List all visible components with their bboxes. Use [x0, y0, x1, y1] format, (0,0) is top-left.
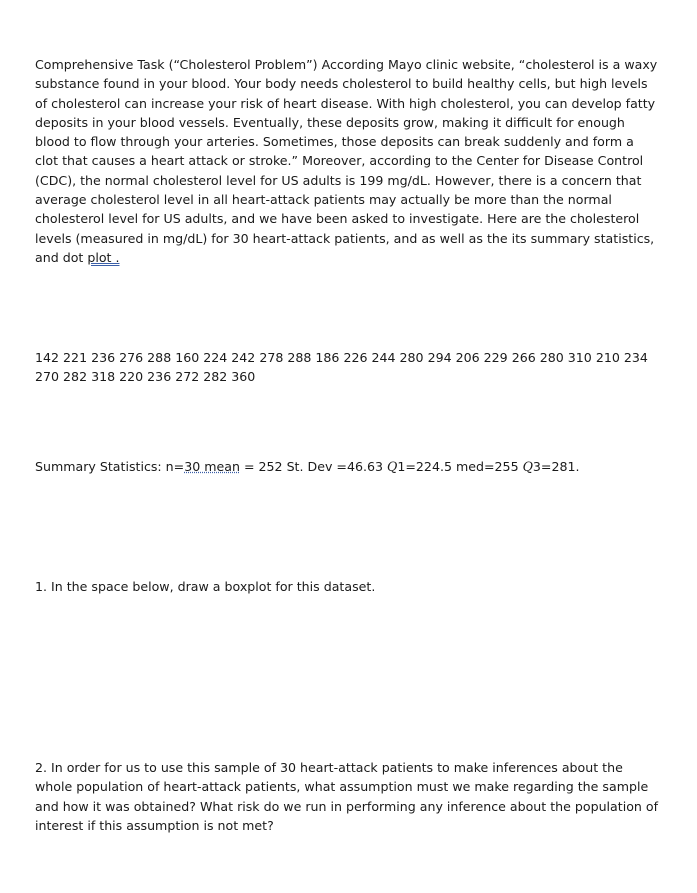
- q1-symbol: Q: [387, 459, 398, 474]
- summary-statistics: [35, 457, 660, 476]
- plot-word: plot .: [87, 249, 120, 265]
- cholesterol-data-values: 142 221 236 276 288 160 224 242 278 288 186 226 244 280 294 206 229 266 280 310 210 234 270 282 318 220 236 272 282 360: [35, 350, 648, 385]
- q3-symbol: Q: [522, 459, 533, 474]
- question-2: 2. In order for us to use this sample of 30 heart-attack patients to make inferences about the whole population of heart-attack patients, what assumption must we make regarding the sample and how it was obtained? What risk do we run in performing any inference about the population of interest if this assumption is not met?: [35, 760, 659, 833]
- summary-prefix: Summary Statistics: n=: [35, 459, 185, 474]
- question-1: 1. In the space below, draw a boxplot for this dataset.: [35, 579, 376, 594]
- intro-paragraph: [35, 55, 660, 267]
- q1-value: 1=224.5 med=255: [397, 459, 523, 474]
- summary-n-mean: 30 mean: [184, 459, 240, 474]
- intro-text: Comprehensive Task (“Cholesterol Problem”) According Mayo clinic website, “cholesterol is a waxy substance found in your blood. Your body needs cholesterol to build healthy cells, but high levels of cholesterol can increase your risk of heart disease. With high cholesterol, you can develop fatty deposits in your blood vessels. Eventually, these deposits grow, making it difficult for enough blood to flow through your arteries. Sometimes, those deposits can break suddenly and form a clot that causes a heart attack or stroke.” Moreover, according to the Center for Disease Control (CDC), the normal cholesterol level for US adults is 199 mg/dL. However, there is a concern that average cholesterol level in all heart-attack patients may actually be more than the normal cholesterol level for US adults, and we have been asked to investigate. Here are the cholesterol levels (measured in mg/dL) for 30 heart-attack patients, and as well as the its summary statistics, and dot: [35, 57, 658, 265]
- q3-value: 3=281.: [532, 459, 580, 474]
- summary-middle: = 252 St. Dev =46.63: [239, 459, 388, 474]
